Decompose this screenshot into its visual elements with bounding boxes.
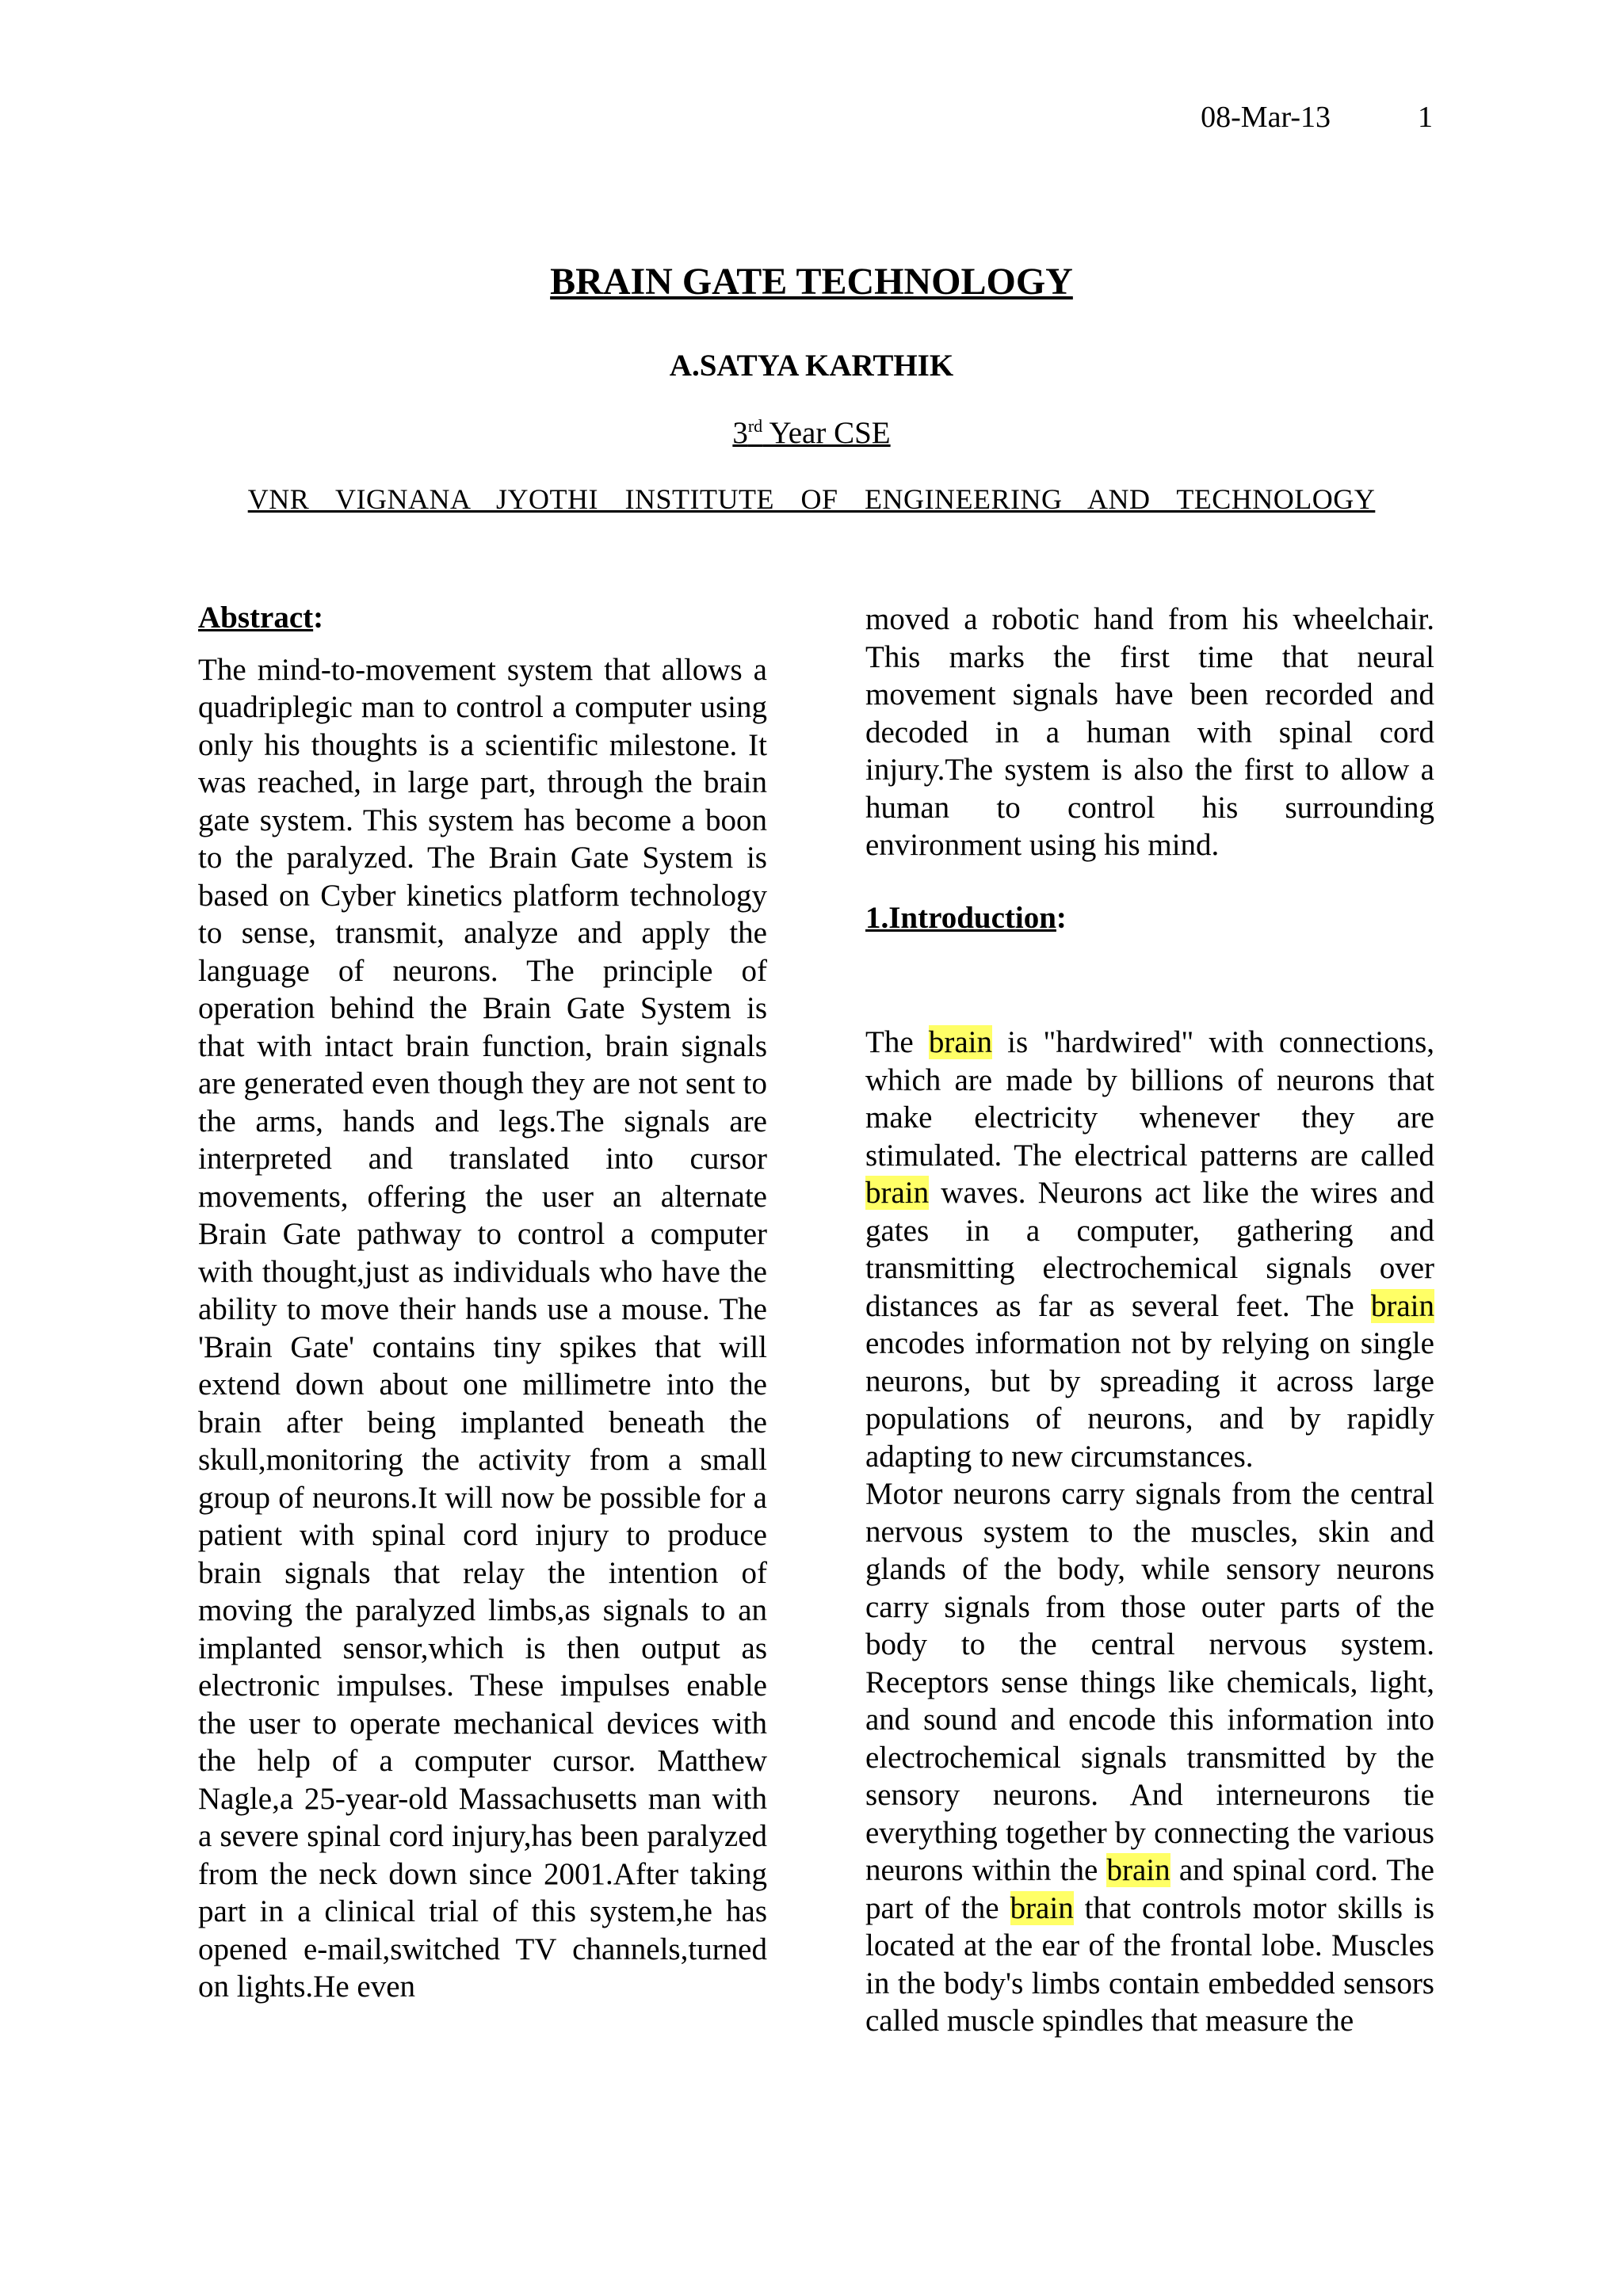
intro-p2-seg: that controls motor skills is located at the ear of the frontal lobe. Muscles in the body's limbs contain embedded sensors called muscle spindles that measure the — [865, 1890, 1434, 2038]
intro-p1-seg: The — [865, 1025, 929, 1059]
page-header — [1201, 100, 1433, 135]
highlighted-word: brain — [1370, 1288, 1434, 1323]
left-column — [198, 599, 767, 2006]
highlighted-word: brain — [865, 1176, 930, 1210]
introduction-paragraph-2 — [865, 1475, 1434, 2040]
paper-title: BRAIN GATE TECHNOLOGY — [550, 261, 1073, 303]
year-number: 3 — [732, 416, 748, 450]
introduction-paragraph-1 — [865, 1024, 1434, 1475]
year-suffix: rd — [747, 416, 763, 436]
intro-p2-seg: Motor neurons carry signals from the central nervous system to the muscles, skin and glands of the body, while sensory neurons carry signals from those outer parts of the body to the central nervous system. Receptors sense things like chemicals, light, and sound and encode this information into electrochemical signals transmitted by the sensory neurons. And interneurons tie everything together by connecting the various neurons within the — [865, 1477, 1434, 1887]
institute-name: VNR VIGNANA JYOTHI INSTITUTE OF ENGINEERING AND TECHNOLOGY — [247, 483, 1376, 515]
title-block — [0, 260, 1623, 516]
author-year — [0, 415, 1623, 451]
highlighted-word: brain — [1010, 1890, 1074, 1925]
abstract-heading — [198, 599, 767, 637]
highlighted-word: brain — [1106, 1853, 1170, 1887]
introduction-heading-colon: : — [1056, 900, 1067, 935]
header-date: 08-Mar-13 — [1201, 101, 1331, 134]
introduction-heading — [865, 899, 1434, 937]
intro-p2-seg: and spinal cord. The part of the — [865, 1853, 1434, 1925]
abstract-continuation: moved a robotic hand from his wheelchair. This marks the first time that neural movement signals have been recorded and decoded in a human with spinal cord injury.The system is also the first to allow a human to control his surrounding environment using his mind. — [865, 602, 1434, 862]
abstract-heading-text: Abstract — [198, 601, 314, 635]
intro-p1-seg: is "hardwired" with connections, which are made by billions of neurons that make electricity whenever they are stimulated. The electrical patterns are called — [865, 1025, 1435, 1173]
highlighted-word: brain — [928, 1025, 992, 1059]
intro-p1-seg: encodes information not by relying on single neurons, but by spreading it across large populations of neurons, and by rapidly adapting to new circumstances. — [865, 1326, 1434, 1474]
right-column — [865, 601, 1434, 2040]
intro-p1-seg: waves. Neurons act like the wires and gates in a computer, gathering and transmitting electrochemical signals over distances as far as several feet. The — [865, 1176, 1434, 1323]
abstract-text: The mind-to-movement system that allows a quadriplegic man to control a computer using only his thoughts is a scientific milestone. It was reached, in large part, through the brain gate system. This system has become a boon to the paralyzed. The Brain Gate System is based on Cyber kinetics platform technology to sense, transmit, analyze and apply the language of neurons. The principle of operation behind the Brain Gate System is that with intact brain function, brain signals are generated even though they are not sent to the arms, hands and legs.The signals are interpreted and translated into cursor movements, offering the user an alternate Brain Gate pathway to control a computer with thought,just as individuals who have the ability to move their hands use a mouse. The 'Brain Gate' contains tiny spikes that will extend down about one millimetre into the brain after being implanted beneath the skull,monitoring the activity from a small group of neurons.It will now be possible for a patient with spinal cord injury to produce brain signals that relay the intention of moving the paralyzed limbs,as signals to an implanted sensor,which is then output as electronic impulses. These impulses enable the user to operate mechanical devices with the help of a computer cursor. Matthew Nagle,a 25-year-old Massachusetts man with a severe spinal cord injury,has been paralyzed from the neck down since 2001.After taking part in a clinical trial of this system,he has opened e-mail,switched TV channels,turned on lights.He even — [198, 652, 767, 2004]
author-name: A.SATYA KARTHIK — [669, 349, 954, 383]
introduction-heading-text: 1.Introduction — [865, 900, 1056, 935]
page-number: 1 — [1418, 101, 1433, 134]
year-rest: Year CSE — [762, 416, 891, 450]
abstract-heading-colon: : — [313, 601, 324, 635]
